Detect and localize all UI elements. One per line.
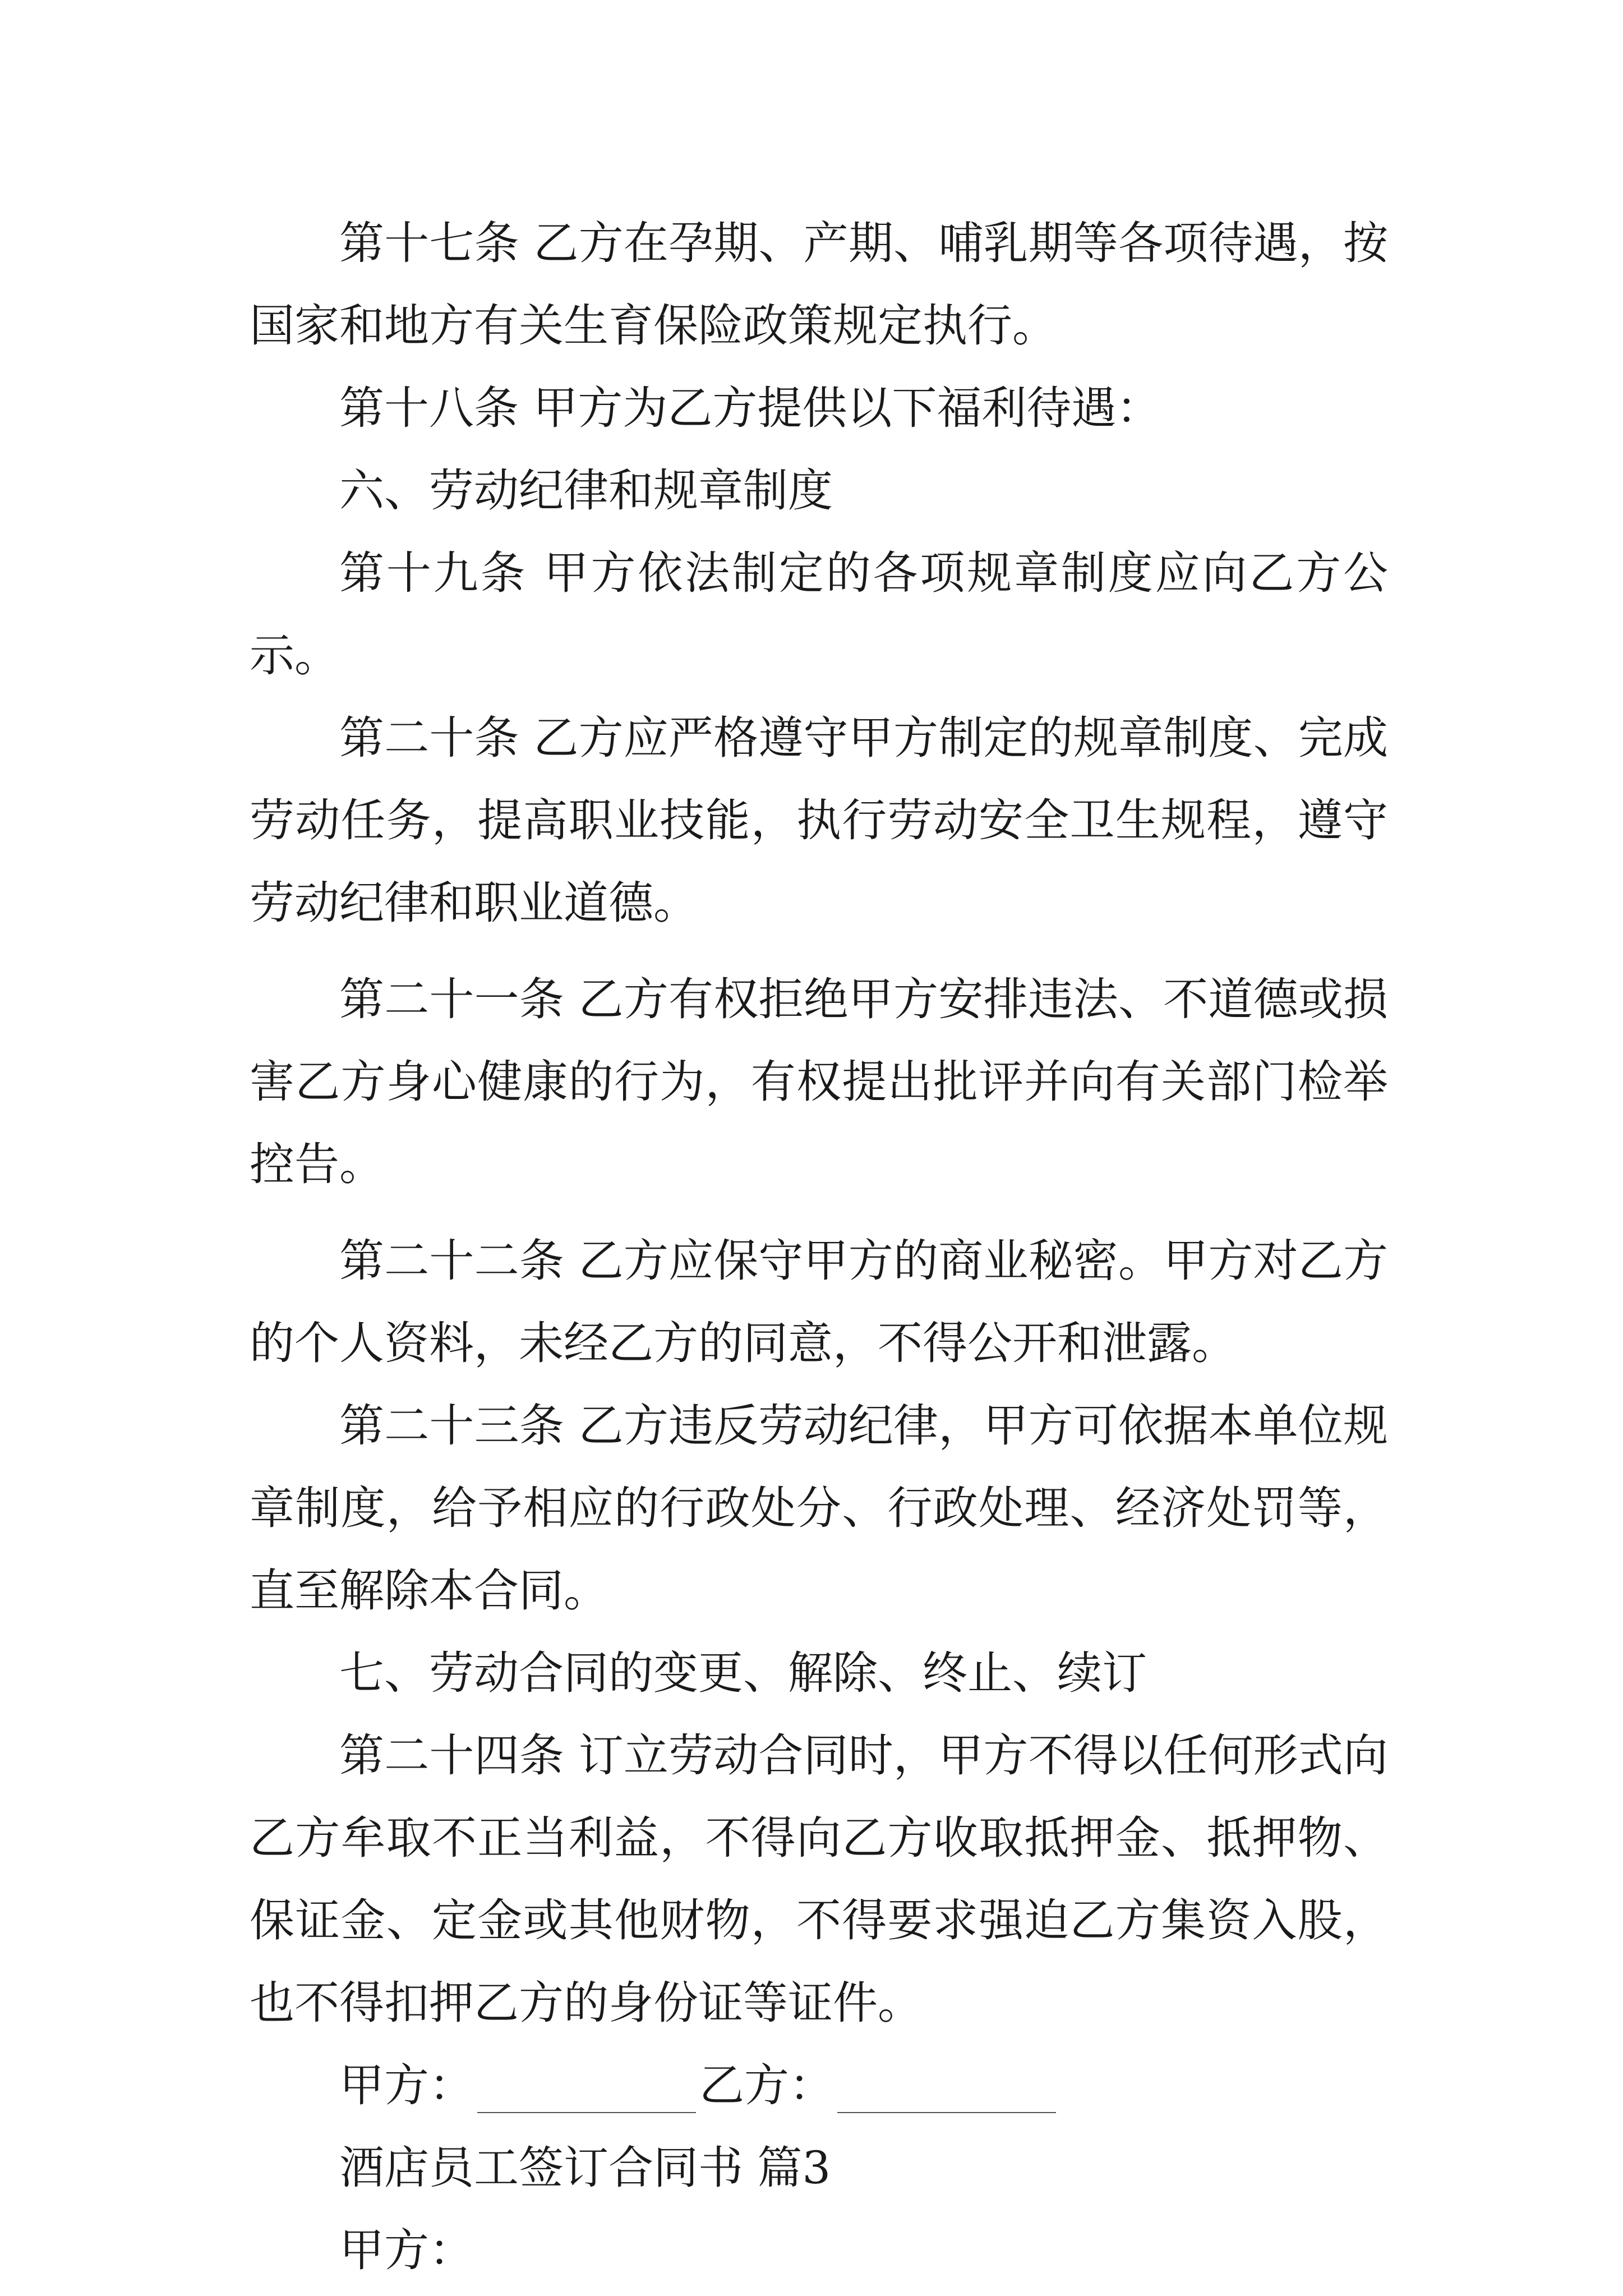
article-24: 第二十四条 订立劳动合同时，甲方不得以任何形式向乙方牟取不正当利益，不得向乙方收取抵押金、抵押物、保证金、定金或其他财物，不得要求强迫乙方集资入股，也不得扣押乙方的身份证等证件。: [250, 1729, 1388, 2029]
party-a-blank: [477, 2112, 696, 2113]
article-21: 第二十一条 乙方有权拒绝甲方安排违法、不道德或损害乙方身心健康的行为，有权提出批评并向有关部门检举控告。: [250, 973, 1388, 1190]
party-b-blank: [837, 2112, 1056, 2113]
next-party-a-label: 甲方：: [339, 2224, 474, 2276]
article-20: 第二十条 乙方应严格遵守甲方制定的规章制度、完成劳动任务，提高职业技能，执行劳动安全卫生规程，遵守劳动纪律和职业道德。: [250, 712, 1388, 929]
signature-line: [250, 2044, 1388, 2127]
article-19: 第十九条 甲方依法制定的各项规章制度应向乙方公示。: [250, 547, 1388, 682]
party-a-label: 甲方：: [339, 2059, 474, 2111]
document-body: [250, 202, 1388, 2292]
article-22: 第二十二条 乙方应保守甲方的商业秘密。甲方对乙方的个人资料，未经乙方的同意，不得公开和泄露。: [250, 1235, 1388, 1369]
article-17: 第十七条 乙方在孕期、产期、哺乳期等各项待遇，按国家和地方有关生育保险政策规定执行。: [250, 217, 1388, 352]
article-18: 第十八条 甲方为乙方提供以下福利待遇：: [339, 382, 1161, 434]
party-b-label: 乙方：: [699, 2059, 834, 2111]
article-23: 第二十三条 乙方违反劳动纪律，甲方可依据本单位规章制度，给予相应的行政处分、行政处理、经济处罚等，直至解除本合同。: [250, 1400, 1388, 1617]
section-heading-labor-discipline: 六、劳动纪律和规章制度: [339, 464, 833, 517]
next-contract-title: 酒店员工签订合同书 篇3: [339, 2142, 831, 2194]
section-heading-contract-changes: 七、劳动合同的变更、解除、终止、续订: [339, 1647, 1147, 1699]
